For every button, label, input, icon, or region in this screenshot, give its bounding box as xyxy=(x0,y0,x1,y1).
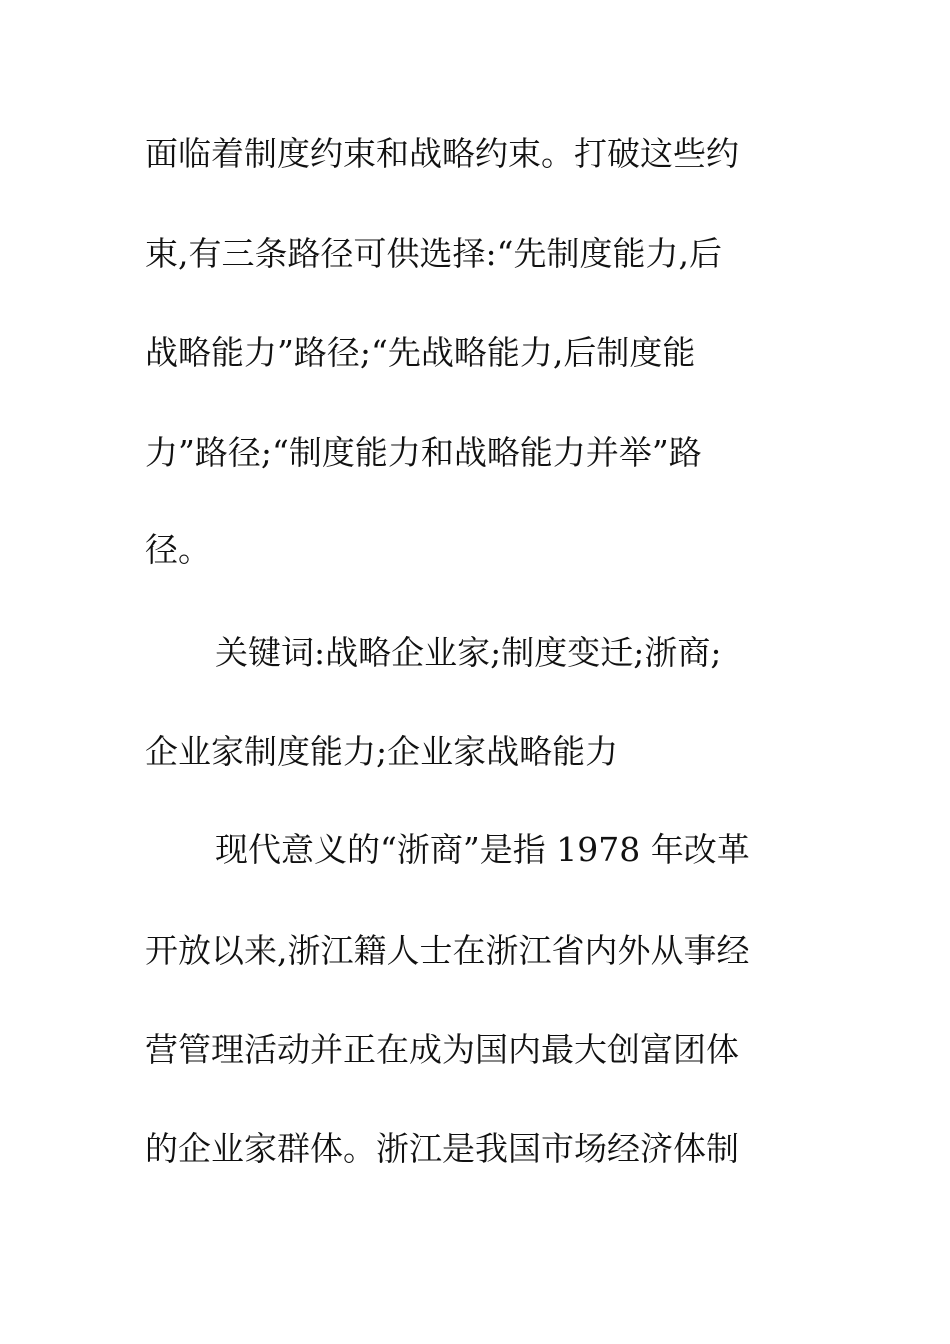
text-line: 面临着制度约束和战略约束。打破这些约 xyxy=(145,134,739,173)
keywords-line: 关键词:战略企业家;制度变迁;浙商; xyxy=(215,633,722,672)
text-line: 开放以来,浙江籍人士在浙江省内外从事经 xyxy=(145,931,750,970)
text-line: 营管理活动并正在成为国内最大创富团体 xyxy=(145,1030,739,1069)
keywords-line: 企业家制度能力;企业家战略能力 xyxy=(145,732,619,771)
text-line: 束,有三条路径可供选择:“先制度能力,后 xyxy=(145,234,722,273)
text-line: 战略能力”路径;“先战略能力,后制度能 xyxy=(145,333,696,372)
text-line: 力”路径;“制度能力和战略能力并举”路 xyxy=(145,433,702,472)
text-line: 现代意义的“浙商”是指 1978 年改革 xyxy=(215,830,750,869)
text-line: 径。 xyxy=(145,530,211,569)
text-line: 的企业家群体。浙江是我国市场经济体制 xyxy=(145,1129,739,1168)
